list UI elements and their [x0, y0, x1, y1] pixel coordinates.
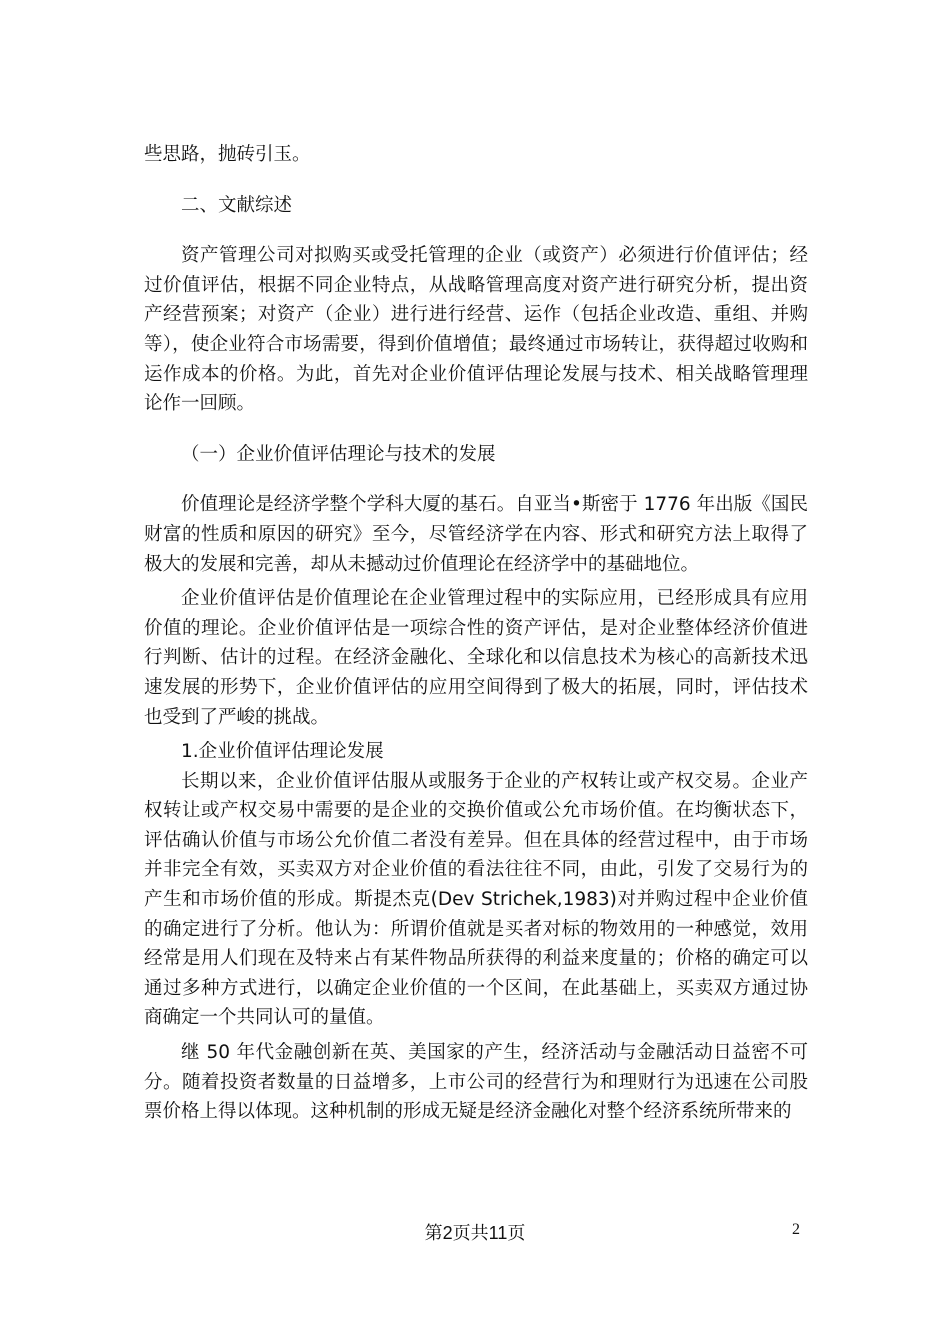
document-body: [144, 140, 808, 1127]
subsection-heading-theory-development: 1.企业价值评估理论发展: [181, 741, 384, 763]
paragraph-property-transfer: 长期以来，企业价值评估服从或服务于企业的产权转让或产权交易。企业产权转让或产权交易中需要的是企业的交换价值或公允市场价值。在均衡状态下，评估确认价值与市场公允价值二者没有差异。但在具体的经营过程中，由于市场并非完全有效，买卖双方对企业价值的看法往往不同，由此，引发了交易行为的产生和市场价值的形成。斯提杰克(Dev Strichek,1983)对并购过程中企业价值的确定进行了分析。他认为：所谓价值就是买者对标的物效用的一种感觉，效用经常是用人们现在及特来占有某件物品所获得的利益来度量的；价格的确定可以通过多种方式进行，以确定企业价值的一个区间，在此基础上，买卖双方通过协商确定一个共同认可的量值。: [144, 770, 808, 1029]
page-footer-label: 第2页共11页: [424, 1223, 526, 1243]
paragraph-value-theory: 价值理论是经济学整个学科大厦的基石。自亚当•斯密于 1776 年出版《国民财富的性质和原因的研究》至今，尽管经济学在内容、形式和研究方法上取得了极大的发展和完善，却从未撼动过价值理论在经济学中的基础地位。: [144, 494, 808, 575]
section-heading-literature-review: 二、文献综述: [181, 194, 293, 216]
paragraph-asset-management: 资产管理公司对拟购买或受托管理的企业（或资产）必须进行价值评估；经过价值评估，根据不同企业特点，从战略管理高度对资产进行研究分析，提出资产经营预案；对资产（企业）进行进行经营、运作（包括企业改造、重组、并购等），使企业符合市场需要，得到价值增值；最终通过市场转让，获得超过收购和运作成本的价格。为此，首先对企业价值评估理论发展与技术、相关战略管理理论作一回顾。: [144, 245, 808, 415]
paragraph-financial-innovation: 继 50 年代金融创新在英、美国家的产生，经济活动与金融活动日益密不可分。随着投资者数量的日益增多，上市公司的经营行为和理财行为迅速在公司股票价格上得以体现。这种机制的形成无疑是经济金融化对整个经济系统所带来的: [144, 1042, 808, 1123]
subsection-heading-valuation-theory: （一）企业价值评估理论与技术的发展: [181, 443, 496, 465]
paragraph-enterprise-valuation: 企业价值评估是价值理论在企业管理过程中的实际应用，已经形成具有应用价值的理论。企业价值评估是一项综合性的资产评估，是对企业整体经济价值进行判断、估计的过程。在经济金融化、全球化和以信息技术为核心的高新技术迅速发展的形势下，企业价值评估的应用空间得到了极大的拓展，同时，评估技术也受到了严峻的挑战。: [144, 588, 808, 728]
page-number: 2: [792, 1221, 800, 1238]
paragraph-continuation: 些思路，抛砖引玉。: [144, 144, 311, 165]
